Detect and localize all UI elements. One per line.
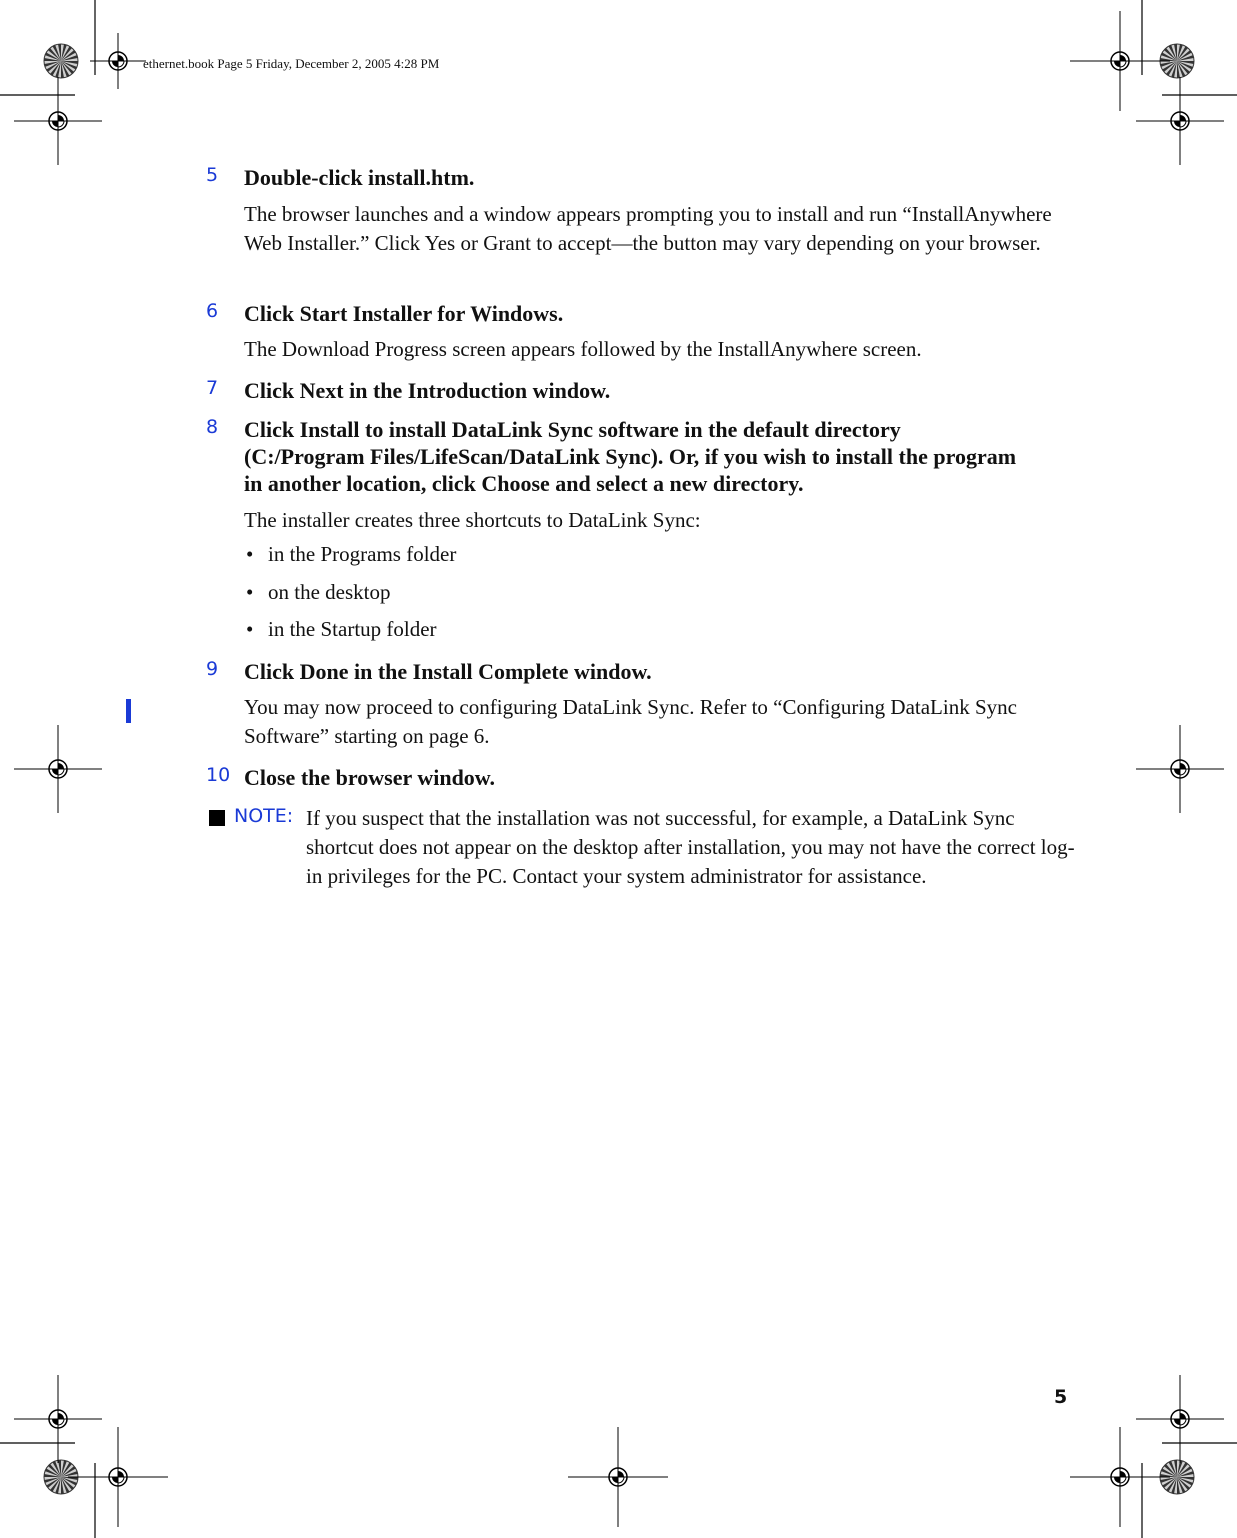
page-number: 5: [1054, 1386, 1068, 1408]
step-6-body: The Download Progress screen appears followed by the InstallAnywhere screen.: [244, 337, 922, 361]
step-number: 8: [206, 416, 219, 438]
registration-target-icon: [14, 77, 102, 165]
step-number: 6: [206, 300, 219, 322]
step-8-body: The installer creates three shortcuts to DataLink Sync:: [244, 508, 701, 532]
bullet-item: • on the desktop: [246, 580, 391, 604]
registration-starburst-icon: [44, 44, 78, 78]
step-9-body: You may now proceed to configuring DataLink Sync. Refer to “Configuring DataLink Sync Software” starting on page 6.: [244, 695, 1017, 748]
registration-target-icon: [568, 1427, 668, 1527]
registration-target-icon: [1136, 77, 1224, 165]
step-title: Double-click install.htm.: [244, 165, 475, 190]
registration-target-icon: [1070, 11, 1170, 111]
step-number: 10: [206, 764, 231, 786]
change-bar: [126, 699, 131, 723]
step-title: Click Done in the Install Complete window.: [244, 659, 652, 684]
registration-target-icon: [14, 725, 102, 813]
note-square-icon: [209, 810, 225, 826]
step-title: Close the browser window.: [244, 765, 495, 790]
step-number: 9: [206, 658, 219, 680]
registration-target-icon: [14, 1375, 102, 1463]
bullet-item: • in the Programs folder: [246, 542, 457, 566]
registration-target-icon: [1136, 725, 1224, 813]
registration-target-icon: [90, 33, 146, 89]
step-number: 7: [206, 377, 219, 399]
step-5-body: The browser launches and a window appears prompting you to install and run “InstallAnywhere Web Installer.” Click Yes or Grant to accept—the button may vary depending on your browser.: [244, 202, 1052, 255]
step-title: Click Next in the Introduction window.: [244, 378, 611, 403]
step-number: 5: [206, 164, 219, 186]
step-title: Click Install to install DataLink Sync software in the default directory (C:/Program Files/LifeScan/DataLink Sync). Or, if you wish to install the program in another location, click Choose and select a new directory.: [244, 417, 1017, 496]
registration-target-icon: [1136, 1375, 1224, 1463]
note-label: NOTE:: [234, 805, 294, 827]
step-title: Click Start Installer for Windows.: [244, 301, 564, 326]
registration-target-icon: [1070, 1427, 1170, 1527]
header-slug: ethernet.book Page 5 Friday, December 2, 2005 4:28 PM: [143, 56, 440, 71]
registration-target-icon: [68, 1427, 168, 1527]
note-text: If you suspect that the installation was not successful, for example, a DataLink Sync shortcut does not appear on the desktop after installation, you may not have the correct log-in privileges for the PC. Contact your system administrator for assistance.: [306, 806, 1075, 888]
bullet-item: • in the Startup folder: [246, 617, 437, 641]
